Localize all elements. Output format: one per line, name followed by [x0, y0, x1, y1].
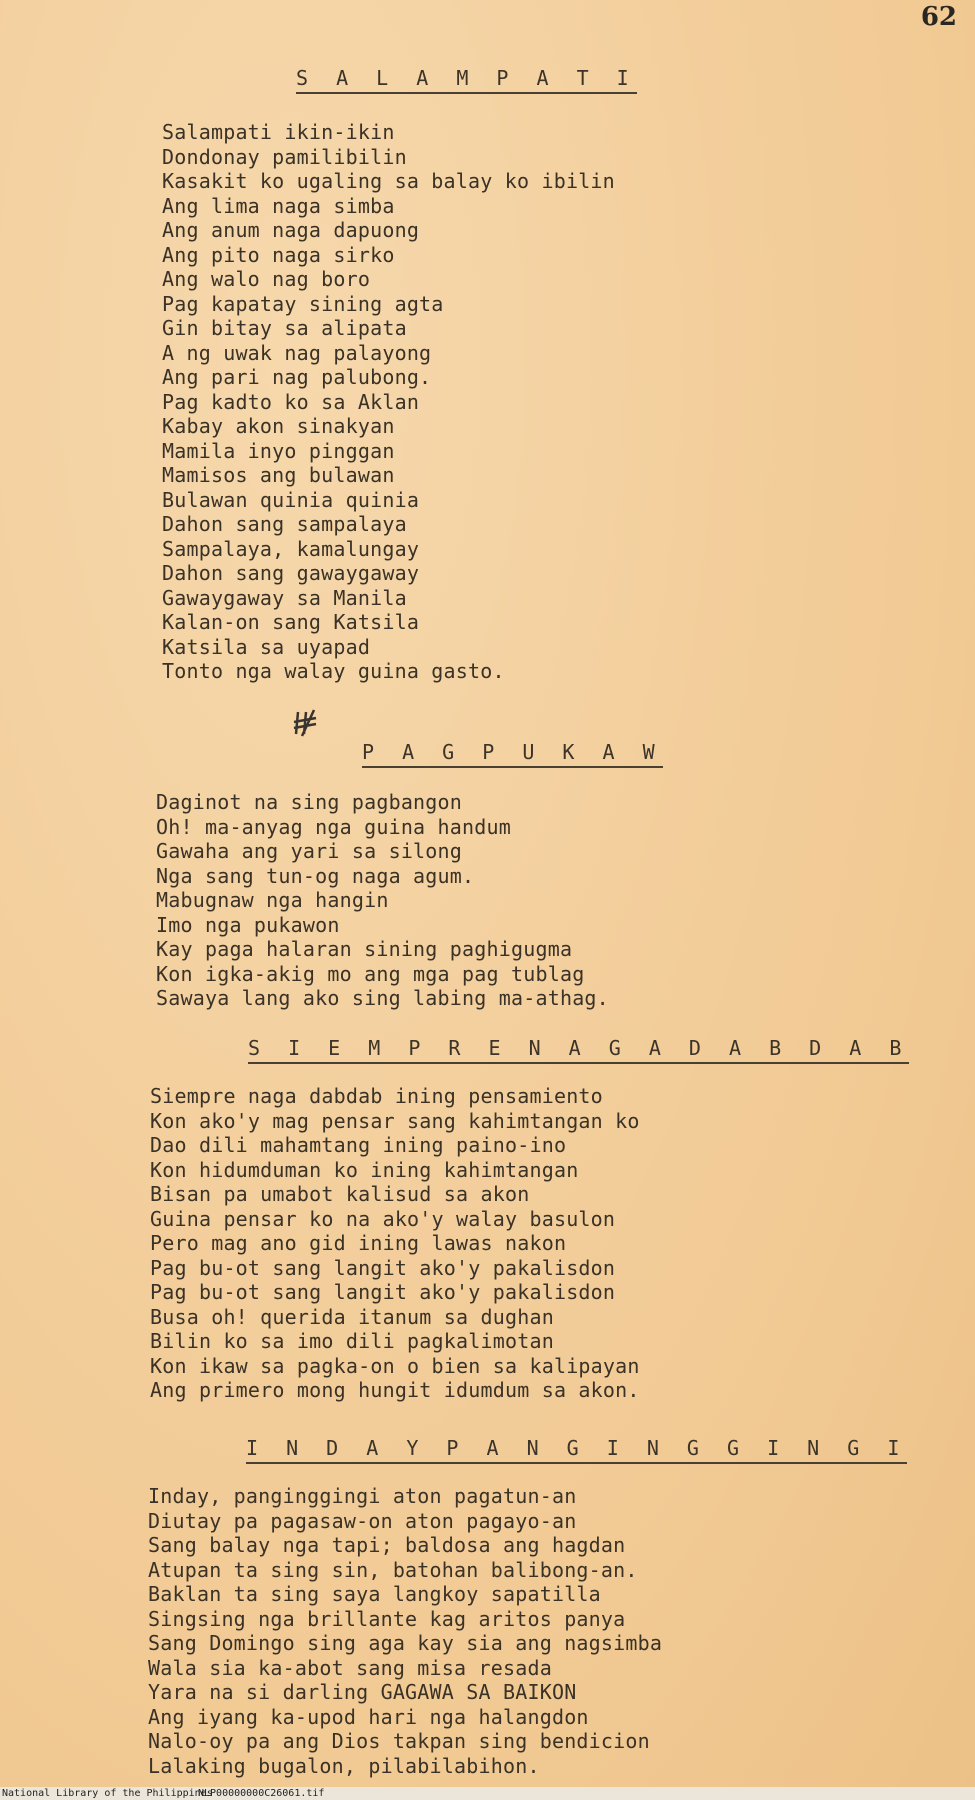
poem-line: Wala sia ka-abot sang misa resada: [148, 1655, 552, 1680]
footer-institution: National Library of the Philippines: [2, 1788, 213, 1799]
poem-line: Ang primero mong hungit idumdum sa akon.: [150, 1378, 640, 1402]
poem-line: Gin bitay sa alipata: [162, 316, 407, 340]
poem-line: Oh! ma-anyag nga guina handum: [156, 814, 511, 839]
poem-line: Sampalaya, kamalungay: [162, 536, 420, 561]
poem-lines-siempre-naga-dabdab: [150, 1084, 640, 1403]
poem-line: Pag bu-ot sang langit ako'y pakalisdon: [150, 1255, 616, 1280]
poem-line: Siempre naga dabdab ining pensamiento: [150, 1084, 603, 1108]
poem-line: Gawaygaway sa Manila: [162, 585, 407, 610]
poem-line: Kon hidumduman ko ining kahimtangan: [150, 1157, 579, 1182]
poem-line: Bulawan quinia quinia: [162, 487, 420, 512]
poem-line: Katsila sa uyapad: [162, 634, 371, 659]
poem-line: Kon ako'y mag pensar sang kahimtangan ko: [150, 1108, 640, 1133]
poem-line: Kalan-on sang Katsila: [162, 610, 420, 634]
poem-line: Sawaya lang ako sing labing ma-athag.: [156, 986, 609, 1010]
poem-title-pagpukaw: P A G P U K A W: [362, 740, 663, 768]
poem-line: Bisan pa umabot kalisud sa akon: [150, 1182, 530, 1206]
poem-line: Dondonay pamilibilin: [162, 144, 407, 169]
poem-line: Mamila inyo pinggan: [162, 438, 395, 463]
poem-line: Diutay pa pagasaw-on aton pagayo-an: [148, 1508, 577, 1533]
poem-line: Daginot na sing pagbangon: [156, 790, 463, 814]
poem-line: Pero mag ano gid ining lawas nakon: [150, 1231, 567, 1255]
poem-title-siempre-naga-dabdab: S I E M P R E N A G A D A B D A B: [248, 1036, 909, 1064]
poem-line: Ang walo nag boro: [162, 267, 371, 291]
poem-title-salampati: S A L A M P A T I: [296, 66, 637, 94]
poem-line: Guina pensar ko na ako'y walay basulon: [150, 1206, 616, 1231]
poem-line: Atupan ta sing sin, batohan balibong-an.: [148, 1557, 638, 1582]
poem-line: Kon ikaw sa pagka-on o bien sa kalipayan: [150, 1353, 640, 1378]
poem-line: Pag kapatay sining agta: [162, 291, 444, 316]
poem-line: Sang Domingo sing aga kay sia ang nagsimba: [148, 1631, 663, 1655]
poem-line: Dahon sang sampalaya: [162, 512, 407, 536]
poem-lines-pagpukaw: [156, 790, 609, 1011]
poem-line: Dao dili mahamtang ining paino-ino: [150, 1133, 567, 1157]
poem-line: Kay paga halaran sining paghigugma: [156, 937, 573, 961]
poem-line: Singsing nga brillante kag aritos panya: [148, 1606, 626, 1631]
poem-line: A ng uwak nag palayong: [162, 340, 432, 365]
poem-line: Kon igka-akig mo ang mga pag tublag: [156, 961, 585, 986]
poem-line: Sang balay nga tapi; baldosa ang hagdan: [148, 1533, 626, 1557]
poem-line: Imo nga pukawon: [156, 912, 340, 937]
poem-line: Pag bu-ot sang langit ako'y pakalisdon: [150, 1280, 616, 1304]
poem-line: Inday, panginggingi aton pagatun-an: [148, 1484, 577, 1508]
poem-line: Ang iyang ka-upod hari nga halangdon: [148, 1704, 589, 1729]
poem-line: Nalo-oy pa ang Dios takpan sing bendicion: [148, 1729, 650, 1753]
poem-line: Busa oh! querida itanum sa dughan: [150, 1304, 554, 1329]
poem-line: Lalaking bugalon, pilabilabihon.: [148, 1753, 540, 1778]
poem-line: Ang lima naga simba: [162, 193, 395, 218]
poem-line: Kabay akon sinakyan: [162, 414, 395, 438]
poem-line: Yara na si darling GAGAWA SA BAIKON: [148, 1680, 577, 1704]
poem-line: Kasakit ko ugaling sa balay ko ibilin: [162, 169, 615, 193]
poem-line: Pag kadto ko sa Aklan: [162, 389, 420, 414]
poem-line: Ang pito naga sirko: [162, 242, 395, 267]
poem-lines-inday-panginggingi: [148, 1484, 662, 1778]
poem-lines-salampati: [162, 120, 615, 684]
poem-line: Nga sang tun-og naga agum.: [156, 863, 475, 888]
poem-line: Bilin ko sa imo dili pagkalimotan: [150, 1329, 554, 1353]
poem-line: Tonto nga walay guina gasto.: [162, 659, 505, 683]
poem-line: Baklan ta sing saya langkoy sapatilla: [148, 1582, 601, 1606]
poem-line: Dahon sang gawaygaway: [162, 561, 420, 585]
archive-footer: [0, 1787, 975, 1800]
poem-line: Mabugnaw nga hangin: [156, 888, 389, 912]
poem-title-inday-panginggingi: I N D A Y P A N G I N G G I N G I: [246, 1436, 907, 1464]
poem-line: Gawaha ang yari sa silong: [156, 839, 463, 863]
strikeout-mark: [292, 708, 320, 744]
page-number: 62: [920, 2, 957, 32]
poem-line: Salampati ikin-ikin: [162, 120, 395, 144]
poem-line: Ang anum naga dapuong: [162, 218, 420, 242]
poem-line: Ang pari nag palubong.: [162, 365, 432, 389]
poem-line: Mamisos ang bulawan: [162, 463, 395, 487]
footer-file-id: NLP00000000C26061.tif: [198, 1788, 325, 1799]
